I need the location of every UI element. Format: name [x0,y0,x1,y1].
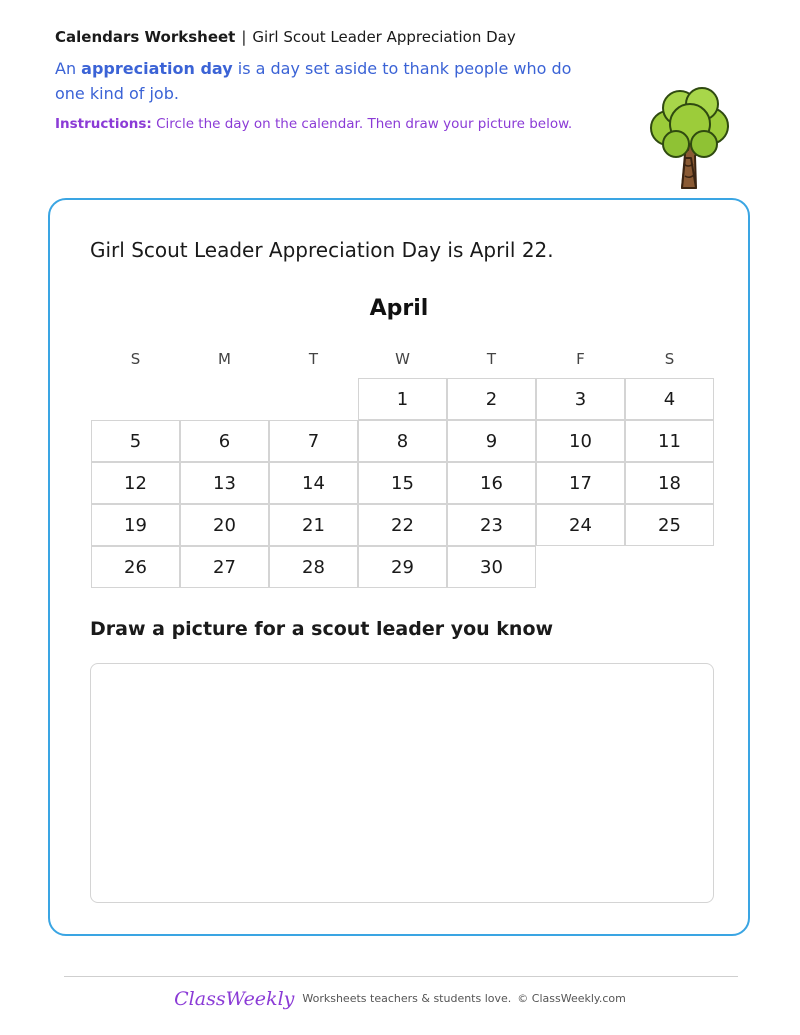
calendar-day-cell[interactable]: 2 [447,378,536,420]
weekday-label: S [130,350,141,368]
weekday-header-row [91,350,714,368]
worksheet-header [55,26,615,134]
calendar-day-cell[interactable]: 18 [625,462,714,504]
calendar-day-cell[interactable]: 25 [625,504,714,546]
calendar-day-cell[interactable]: 28 [269,546,358,588]
tree-icon [638,84,738,190]
weekday-label: T [308,350,319,368]
weekday-label: T [486,350,497,368]
footer-divider [64,976,738,977]
calendar-day-cell[interactable]: 4 [625,378,714,420]
calendar-day-cell[interactable]: 20 [180,504,269,546]
calendar-day-cell[interactable]: 21 [269,504,358,546]
calendar-day-cell[interactable]: 26 [91,546,180,588]
classweekly-logo: ClassWeekly [174,988,295,1010]
calendar-day-cell[interactable]: 27 [180,546,269,588]
header-line [55,26,615,48]
footer [0,988,800,1010]
drawing-prompt: Draw a picture for a scout leader you know [90,618,554,640]
calendar-day-cell[interactable]: 15 [358,462,447,504]
definition-term: appreciation day [81,59,233,78]
weekday-label: M [218,350,231,368]
calendar-day-cell[interactable]: 14 [269,462,358,504]
calendar-day-cell[interactable]: 11 [625,420,714,462]
instructions [55,114,615,134]
calendar-day-cell[interactable]: 19 [91,504,180,546]
calendar-month-title: April [369,296,429,321]
calendar-day-cell[interactable]: 30 [447,546,536,588]
weekday-label: S [664,350,675,368]
definition-prefix: An [55,59,82,78]
drawing-area[interactable] [90,663,714,903]
instructions-text: Circle the day on the calendar. Then draw your picture below. [151,116,573,132]
instructions-lead: Instructions: [55,116,152,132]
calendar-day-cell[interactable]: 10 [536,420,625,462]
worksheet-topic: Girl Scout Leader Appreciation Day [252,28,516,46]
calendar-day-cell[interactable]: 24 [536,504,625,546]
calendar-day-cell[interactable]: 8 [358,420,447,462]
calendar-grid [91,378,714,588]
calendar-day-cell[interactable]: 22 [358,504,447,546]
calendar-day-cell[interactable]: 16 [447,462,536,504]
worksheet-card [48,198,750,936]
weekday-label: W [395,350,410,368]
weekday-label: F [576,350,585,368]
definition-suffix: is a day set aside to thank people who do one kind of job. [55,59,572,103]
footer-tagline: Worksheets teachers & students love. [302,992,512,1005]
definition-text [55,56,575,106]
calendar-day-cell[interactable]: 17 [536,462,625,504]
calendar-day-cell[interactable]: 3 [536,378,625,420]
calendar-day-cell[interactable]: 12 [91,462,180,504]
appreciation-statement: Girl Scout Leader Appreciation Day is April 22. [90,238,554,262]
footer-copyright: © ClassWeekly.com [517,992,626,1005]
worksheet-type: Calendars Worksheet [55,28,236,46]
calendar-day-cell[interactable]: 5 [91,420,180,462]
calendar-day-cell[interactable]: 1 [358,378,447,420]
calendar-day-cell[interactable]: 6 [180,420,269,462]
calendar-day-cell[interactable]: 29 [358,546,447,588]
header-separator: | [241,28,247,46]
calendar-day-cell[interactable]: 9 [447,420,536,462]
calendar-day-cell[interactable]: 7 [269,420,358,462]
calendar-day-cell[interactable]: 13 [180,462,269,504]
calendar-day-cell[interactable]: 23 [447,504,536,546]
